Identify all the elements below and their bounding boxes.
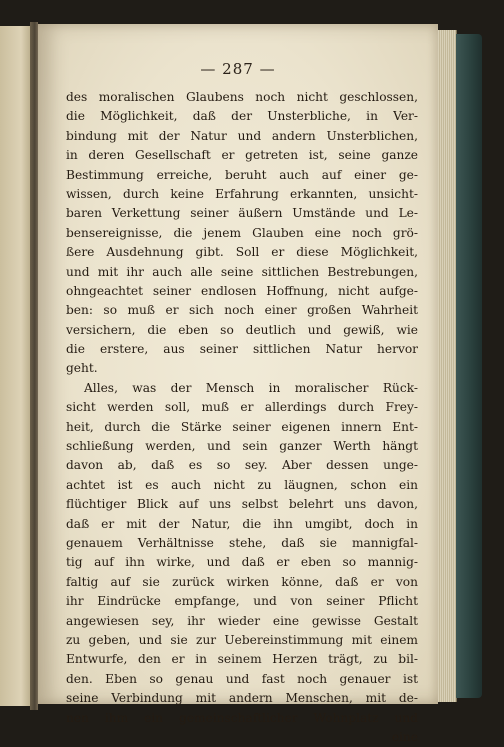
text-line: versichern, die eben so deutlich und gewiß, wie (66, 322, 418, 337)
text-line: heit, durch die Stärke seiner eigenen innern Ent- (66, 419, 418, 434)
text-line: seine Verbindung mit andern Menschen, mit de- (66, 691, 418, 706)
text-line: geht. (66, 361, 98, 376)
book-cover (456, 34, 482, 698)
text-line: die erstere, aus seiner sittlichen Natur hervor (66, 342, 418, 357)
text-line: achtet ist es auch nicht zu läugnen, schon ein (66, 477, 418, 492)
text-line: Bestimmung erreiche, beruht auch auf einer ge- (66, 167, 418, 182)
text-line: und mit ihr auch alle seine sittlichen Bestrebungen, (66, 264, 418, 279)
text-line: den. Eben so genau und fast noch genauer ist (66, 671, 418, 686)
text-line: tig auf ihn wirke, und daß er eben so mannig- (66, 555, 418, 570)
left-page-edge (0, 26, 31, 706)
text-line: flüchtiger Blick auf uns selbst belehrt uns davon, (66, 497, 418, 512)
text-line: zu geben, und sie zur Uebereinstimmung mit einem (66, 632, 418, 647)
text-line: faltig auf sie zurück wirken könne, daß er von (66, 574, 418, 589)
text-line: Alles, was der Mensch in moralischer Rück- (84, 380, 418, 395)
text-line: des moralischen Glaubens noch nicht geschlossen, (66, 90, 418, 104)
page-block-edge (438, 30, 457, 702)
text-line: ßere Ausdehnung gibt. Soll er diese Möglichkeit, (66, 245, 418, 260)
text-line: genauem Verhältnisse stehe, daß sie mannigfal- (66, 535, 418, 550)
text-line: Entwurfe, den er in seinem Herzen trägt, zu bil- (66, 652, 418, 667)
text-line: schließung werden, und sein ganzer Werth hängt (66, 439, 418, 454)
text-line: daß er mit der Natur, die ihn umgibt, doch in (66, 516, 418, 531)
text-line: wissen, durch keine Erfahrung erkannten, unsicht- (66, 186, 418, 201)
text-line: davon ab, daß es so sey. Aber dessen unge- (66, 458, 418, 473)
text-line: angewiesen sey, ihr wieder eine gewisse Gestalt (66, 613, 418, 628)
text-line: ihr Eindrücke empfange, und von seiner Pflicht (66, 594, 418, 609)
text-line: sicht werden soll, muß er allerdings durch Frey- (66, 400, 418, 415)
book-page (38, 24, 438, 744)
text-line: ben: so muß er sich noch einer großen Wahrheit (66, 303, 418, 318)
text-line: baren Verkettung seiner äußern Umstände und Le- (66, 206, 418, 221)
catchword: eine (391, 729, 418, 744)
text-line: bindung mit der Natur und andern Unsterblichen, (66, 128, 418, 143)
text-line: ohngeachtet seiner endlosen Hoffnung, nicht aufge- (66, 283, 418, 298)
page-text (66, 88, 418, 747)
book-gutter (30, 22, 38, 710)
text-line: in deren Gesellschaft er getreten ist, seine ganze (66, 148, 418, 163)
text-line: nen ihm ein gemeinschaftlicher Wohnplatz und (66, 710, 418, 725)
text-line: die Möglichkeit, daß der Unsterbliche, in Ver- (66, 109, 418, 124)
text-line: bensereignisse, die jenem Glauben eine noch grö- (66, 225, 418, 240)
page-number: — 287 — (200, 60, 276, 78)
